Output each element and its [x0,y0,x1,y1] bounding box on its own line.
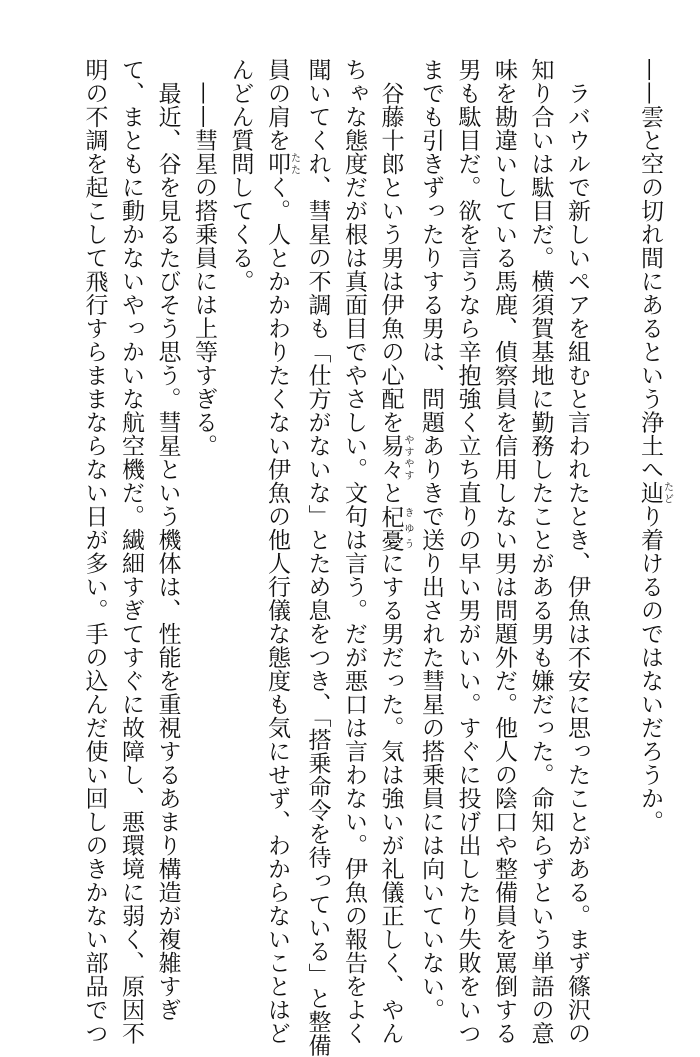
text-line [449,58,486,1045]
text-segment: ——雲と空の切れ間にあるという浄土へ [637,58,663,481]
text-segment: 員の肩を [264,58,290,152]
text-line [486,58,523,1045]
furigana-reading: たど [661,481,673,505]
text-line [413,58,450,1022]
text-segment: く。人とかかわりたくない伊魚の他人行儀な態度も気にせず、わからないことはど [264,175,290,1045]
furigana-reading: たた [288,152,300,176]
text-segment: 最近、谷を見るたびそう思う。彗星という機体は、性能を重視するあまり構造が複雑すぎ [154,58,181,1022]
furigana-base: 易々 [377,434,404,481]
furigana-tadori [637,481,673,505]
blank-line [595,58,632,963]
text-segment: 谷藤十郎という男は伊魚の心配を [377,58,404,434]
text-line [522,58,559,1045]
text-line [222,58,259,963]
vertical-text-body [76,58,673,1057]
text-segment: にする男だった。気は強いが礼儀正しく、やん [377,551,404,1045]
text-line [186,58,223,963]
text-segment: んどん質問してくる。 [227,58,254,293]
text-line [299,58,336,1057]
text-segment: までも引きずったりする男は、問題ありきで送り出された彗星の搭乗員には向いていない。 [418,58,444,1022]
text-line [372,58,413,1045]
furigana-kiyuu [377,504,413,552]
text-segment: 知り合いは駄目だ。横須賀基地に勤務したことがある男も嫌だった。命知らずという単語の意 [527,58,554,1045]
furigana-base: 杞憂 [377,504,404,552]
text-segment: て、まともに動かないやっかいな航空機だ。繊細すぎてすぐに故障し、悪環境に弱く、原因不 [118,58,144,1045]
furigana-reading: きゆう [402,504,413,552]
text-segment: 男も駄目だ。欲を言うなら辛抱強く立ち直りの早い男がいい。すぐに投げ出したり失敗をいつ [454,58,481,1045]
text-segment: ラバウルで新しいペアを組むと言われたとき、伊魚は不安に思ったことがある。まず篠沢の [564,58,590,1045]
text-segment: ——彗星の搭乗員には上等すぎる。 [191,58,217,458]
furigana-reading: やすやす [402,434,413,481]
furigana-base: 辿 [637,481,663,505]
furigana-tataku [264,152,300,176]
text-line [76,58,113,1045]
text-segment: 聞いてくれ、彗星の不調も「仕方がないな」とため息をつき、「搭乗命令を待っている」と整備 [304,58,331,1057]
text-segment: 味を勘違いしている馬鹿、偵察員を信用しない男は問題外だ。他人の陰口や整備員を罵倒する [491,58,517,1045]
text-line [559,58,596,1045]
text-segment: と [377,481,404,505]
furigana-base: 叩 [264,152,290,176]
text-line [259,58,300,1045]
text-line [149,58,186,1022]
text-segment: り着けるのではないだろうか。 [637,504,663,834]
text-line [632,58,673,963]
text-segment: 明の不調を起こして飛行すらままならない日が多い。手の込んだ使い回しのきかない部品でつ [81,58,108,1045]
text-line [336,58,373,1045]
text-segment: ちゃな態度だが根は真面目でやさしい。文句は言う。だが悪口は言わない。伊魚の報告をよく [341,58,367,1045]
text-line [113,58,150,1045]
furigana-yasuyasu [377,434,413,481]
